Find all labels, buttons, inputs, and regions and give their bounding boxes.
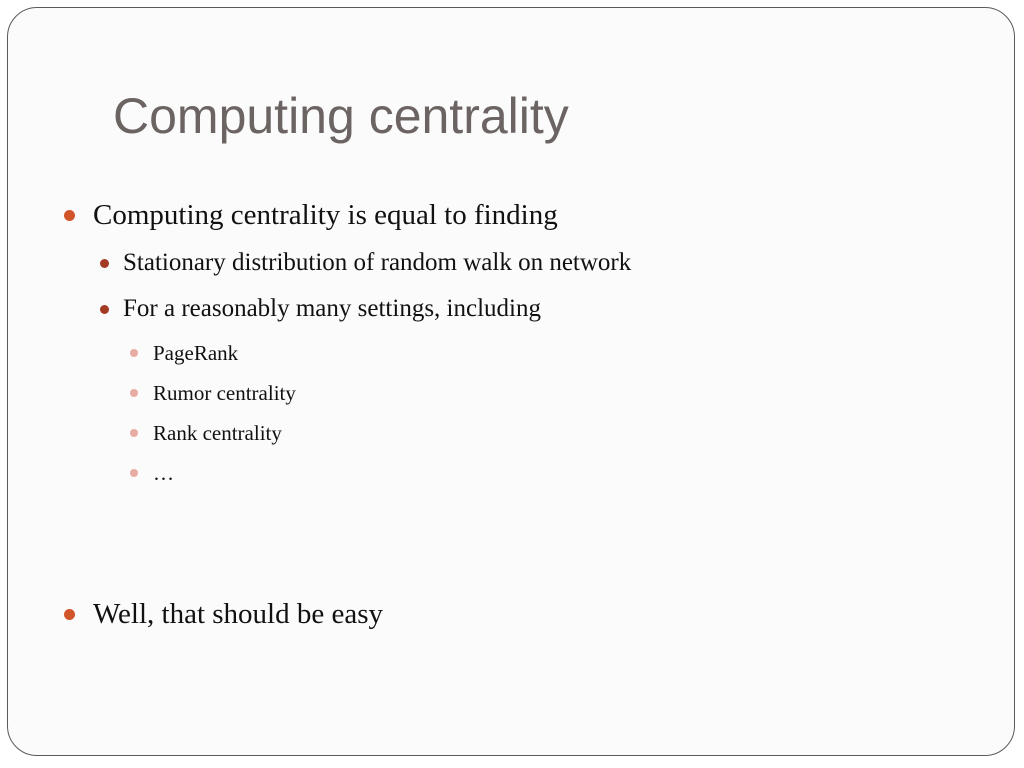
bullet-dot-icon (130, 469, 138, 477)
bullet-item-level3 (153, 459, 174, 487)
bullet-text: Computing centrality is equal to finding (93, 199, 558, 231)
bullet-dot-icon (130, 389, 138, 397)
bullet-text: Rank centrality (153, 421, 282, 445)
bullet-dot-icon (64, 609, 75, 620)
bullet-item-level3 (153, 379, 296, 407)
bullet-text: For a reasonably many settings, including (123, 295, 541, 322)
bullet-item-level3 (153, 339, 238, 367)
bullet-dot-icon (100, 259, 109, 268)
bullet-text: … (153, 461, 174, 485)
bullet-item-level3 (153, 419, 282, 447)
bullet-dot-icon (130, 349, 138, 357)
bullet-item-level2 (123, 247, 631, 279)
bullet-text: PageRank (153, 341, 239, 365)
bullet-text: Rumor centrality (153, 381, 296, 405)
slide-title: Computing centrality (113, 88, 569, 144)
bullet-item-level2 (123, 293, 541, 325)
bullet-dot-icon (64, 210, 75, 221)
bullet-item-level1 (93, 596, 383, 632)
bullet-dot-icon (130, 429, 138, 437)
bullet-text: Stationary distribution of random walk on network (123, 249, 632, 276)
bullet-item-level1 (93, 197, 558, 233)
bullet-dot-icon (100, 305, 109, 314)
bullet-text: Well, that should be easy (93, 598, 384, 630)
